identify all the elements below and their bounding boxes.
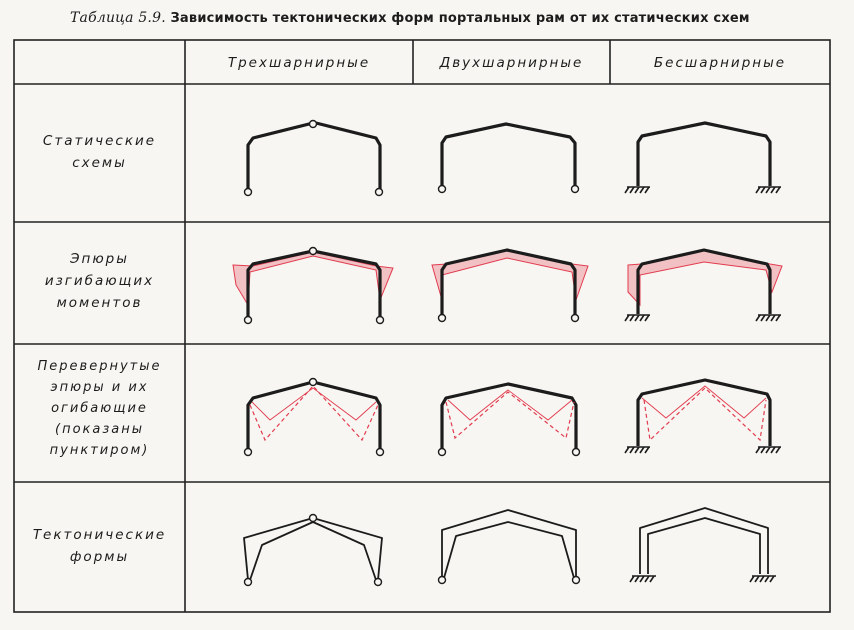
- tectonic-three-hinged-frame: [244, 518, 382, 580]
- row-label-tectonic-forms: Тектонические формы: [32, 527, 167, 565]
- column-header-two-hinged: Двухшарнирные: [439, 55, 584, 71]
- row-label-static-schemes: Статические схемы: [42, 133, 157, 171]
- column-header-hingeless: Бесшарнирные: [653, 55, 787, 71]
- column-header-three-hinged: Трехшарнирные: [227, 55, 371, 71]
- row-label-moment-diagrams: Эпюры изгибающих моментов: [44, 251, 155, 311]
- hinge-icon: [245, 579, 252, 586]
- hinge-icon: [375, 579, 382, 586]
- hinge-icon: [310, 515, 317, 522]
- row-label-inverted-diagrams: Перевернутые эпюры и их огибающие (показаны пунктиром): [37, 359, 162, 458]
- hinge-icon: [573, 577, 580, 584]
- hinge-icon: [439, 577, 446, 584]
- fixed-support-icon: [630, 576, 656, 582]
- tectonic-two-hinged-frame: [442, 510, 576, 578]
- table-number: Таблица 5.9.: [70, 10, 166, 26]
- tectonic-hingeless-frame: [640, 508, 768, 574]
- fixed-support-icon: [750, 576, 776, 582]
- table-caption: Зависимость тектонических форм портальных рам от их статических схем: [170, 11, 750, 26]
